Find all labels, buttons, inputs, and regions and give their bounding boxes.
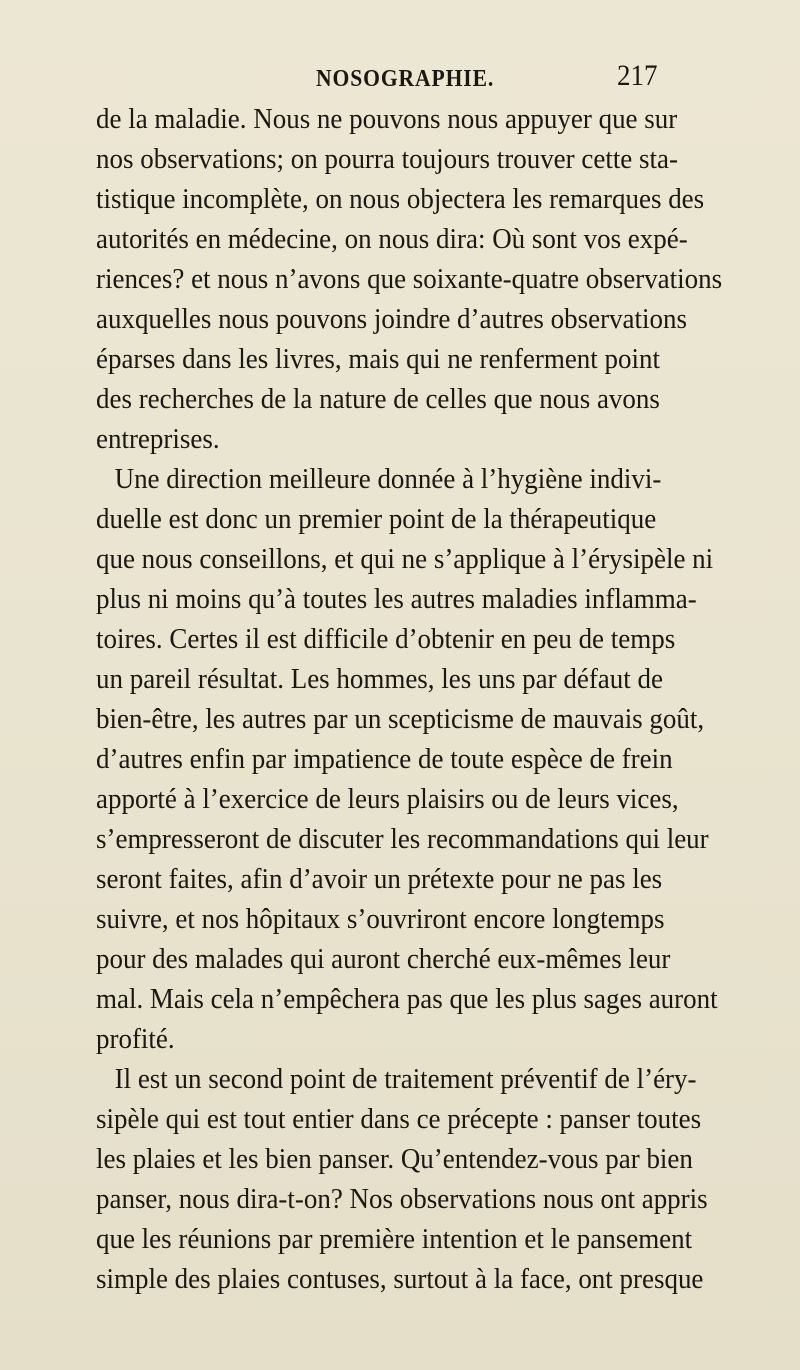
text-line: des recherches de la nature de celles que nous avons <box>96 383 660 415</box>
text-line: s’empresseront de discuter les recommandations qui leur <box>96 823 709 855</box>
page-number: 217 <box>617 59 658 92</box>
text-line: pour des malades qui auront cherché eux-mêmes leur <box>96 943 671 975</box>
text-line: autorités en médecine, on nous dira: Où sont vos expé- <box>96 223 688 255</box>
text-line: simple des plaies contuses, surtout à la face, ont presque <box>96 1263 704 1295</box>
paragraph-start-line: Il est un second point de traitement préventif de l’éry- <box>114 1063 697 1095</box>
text-line: de la maladie. Nous ne pouvons nous appuyer que sur <box>96 103 678 135</box>
body-text <box>96 99 722 1299</box>
text-line: duelle est donc un premier point de la thérapeutique <box>96 503 657 535</box>
page-header <box>0 59 800 96</box>
text-line: mal. Mais cela n’empêchera pas que les plus sages auront <box>96 983 718 1015</box>
text-line: les plaies et les bien panser. Qu’entendez-vous par bien <box>96 1143 693 1175</box>
text-line: suivre, et nos hôpitaux s’ouvriront encore longtemps <box>96 903 665 935</box>
text-line: éparses dans les livres, mais qui ne renferment point <box>96 343 660 375</box>
text-line: seront faites, afin d’avoir un prétexte pour ne pas les <box>96 863 663 895</box>
text-line: bien-être, les autres par un scepticisme de mauvais goût, <box>96 703 705 735</box>
text-line: panser, nous dira-t-on? Nos observations nous ont appris <box>96 1183 708 1215</box>
text-line: que nous conseillons, et qui ne s’applique à l’érysipèle ni <box>96 543 714 575</box>
text-line: entreprises. <box>96 423 220 455</box>
text-line: apporté à l’exercice de leurs plaisirs ou de leurs vices, <box>96 783 679 815</box>
text-line: tistique incomplète, on nous objectera les remarques des <box>96 183 705 215</box>
text-line: riences? et nous n’avons que soixante-quatre observations <box>96 263 723 295</box>
text-line: nos observations; on pourra toujours trouver cette sta- <box>96 143 678 175</box>
text-line: auxquelles nous pouvons joindre d’autres observations <box>96 303 687 335</box>
text-line: toires. Certes il est difficile d’obtenir en peu de temps <box>96 623 676 655</box>
running-title: NOSOGRAPHIE. <box>316 66 495 92</box>
text-line: plus ni moins qu’à toutes les autres maladies inflamma- <box>96 583 697 615</box>
text-line: que les réunions par première intention et le pansement <box>96 1223 693 1255</box>
text-line: sipèle qui est tout entier dans ce précepte : panser toutes <box>96 1103 702 1135</box>
text-line: un pareil résultat. Les hommes, les uns par défaut de <box>96 663 663 695</box>
paragraph-start-line: Une direction meilleure donnée à l’hygiène indivi- <box>114 463 662 495</box>
text-line: d’autres enfin par impatience de toute espèce de frein <box>96 743 673 775</box>
text-line: profité. <box>96 1023 175 1055</box>
